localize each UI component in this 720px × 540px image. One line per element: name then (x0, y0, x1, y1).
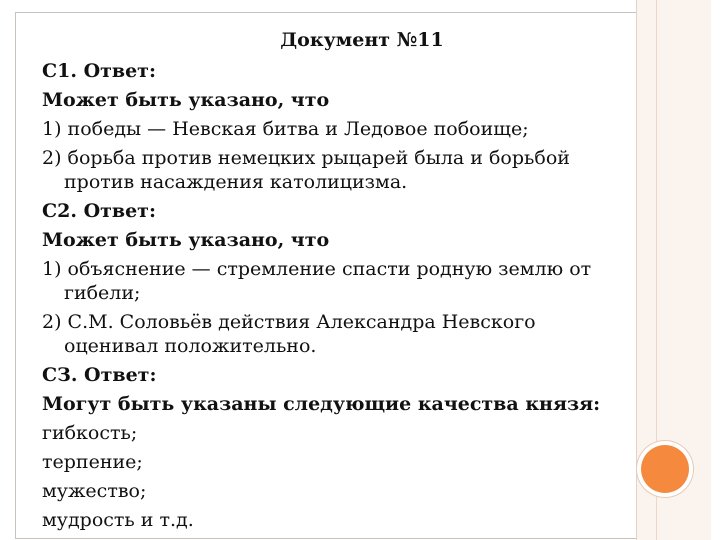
c3-item-3: мужество; (42, 480, 147, 502)
c3-item-1: гибкость; (42, 422, 138, 444)
c2-item-1: 1) объяснение — стремление спасти родную землю от гибели; (42, 258, 592, 304)
c3-heading: СЗ. Ответ: (42, 364, 157, 386)
c1-heading: С1. Ответ: (42, 60, 156, 82)
c3-item-2: терпение; (42, 451, 143, 473)
c2-intro: Может быть указано, что (42, 229, 330, 251)
decorative-circle (641, 445, 689, 493)
document-title: Документ №11 (280, 29, 444, 51)
c2-item-2: 2) С.М. Соловьёв действия Александра Невского оценивал положительно. (42, 311, 536, 357)
c1-item-2: 2) борьба против немецких рыцарей была и борьбой против насаждения католицизма. (42, 147, 570, 193)
c3-item-4: мудрость и т.д. (42, 509, 194, 531)
document-content (42, 28, 642, 537)
c1-item-1: 1) победы — Невская битва и Ледовое побоище; (42, 118, 529, 140)
c3-intro: Могут быть указаны следующие качества князя: (42, 393, 601, 415)
c1-intro: Может быть указано, что (42, 89, 330, 111)
c2-heading: С2. Ответ: (42, 200, 156, 222)
